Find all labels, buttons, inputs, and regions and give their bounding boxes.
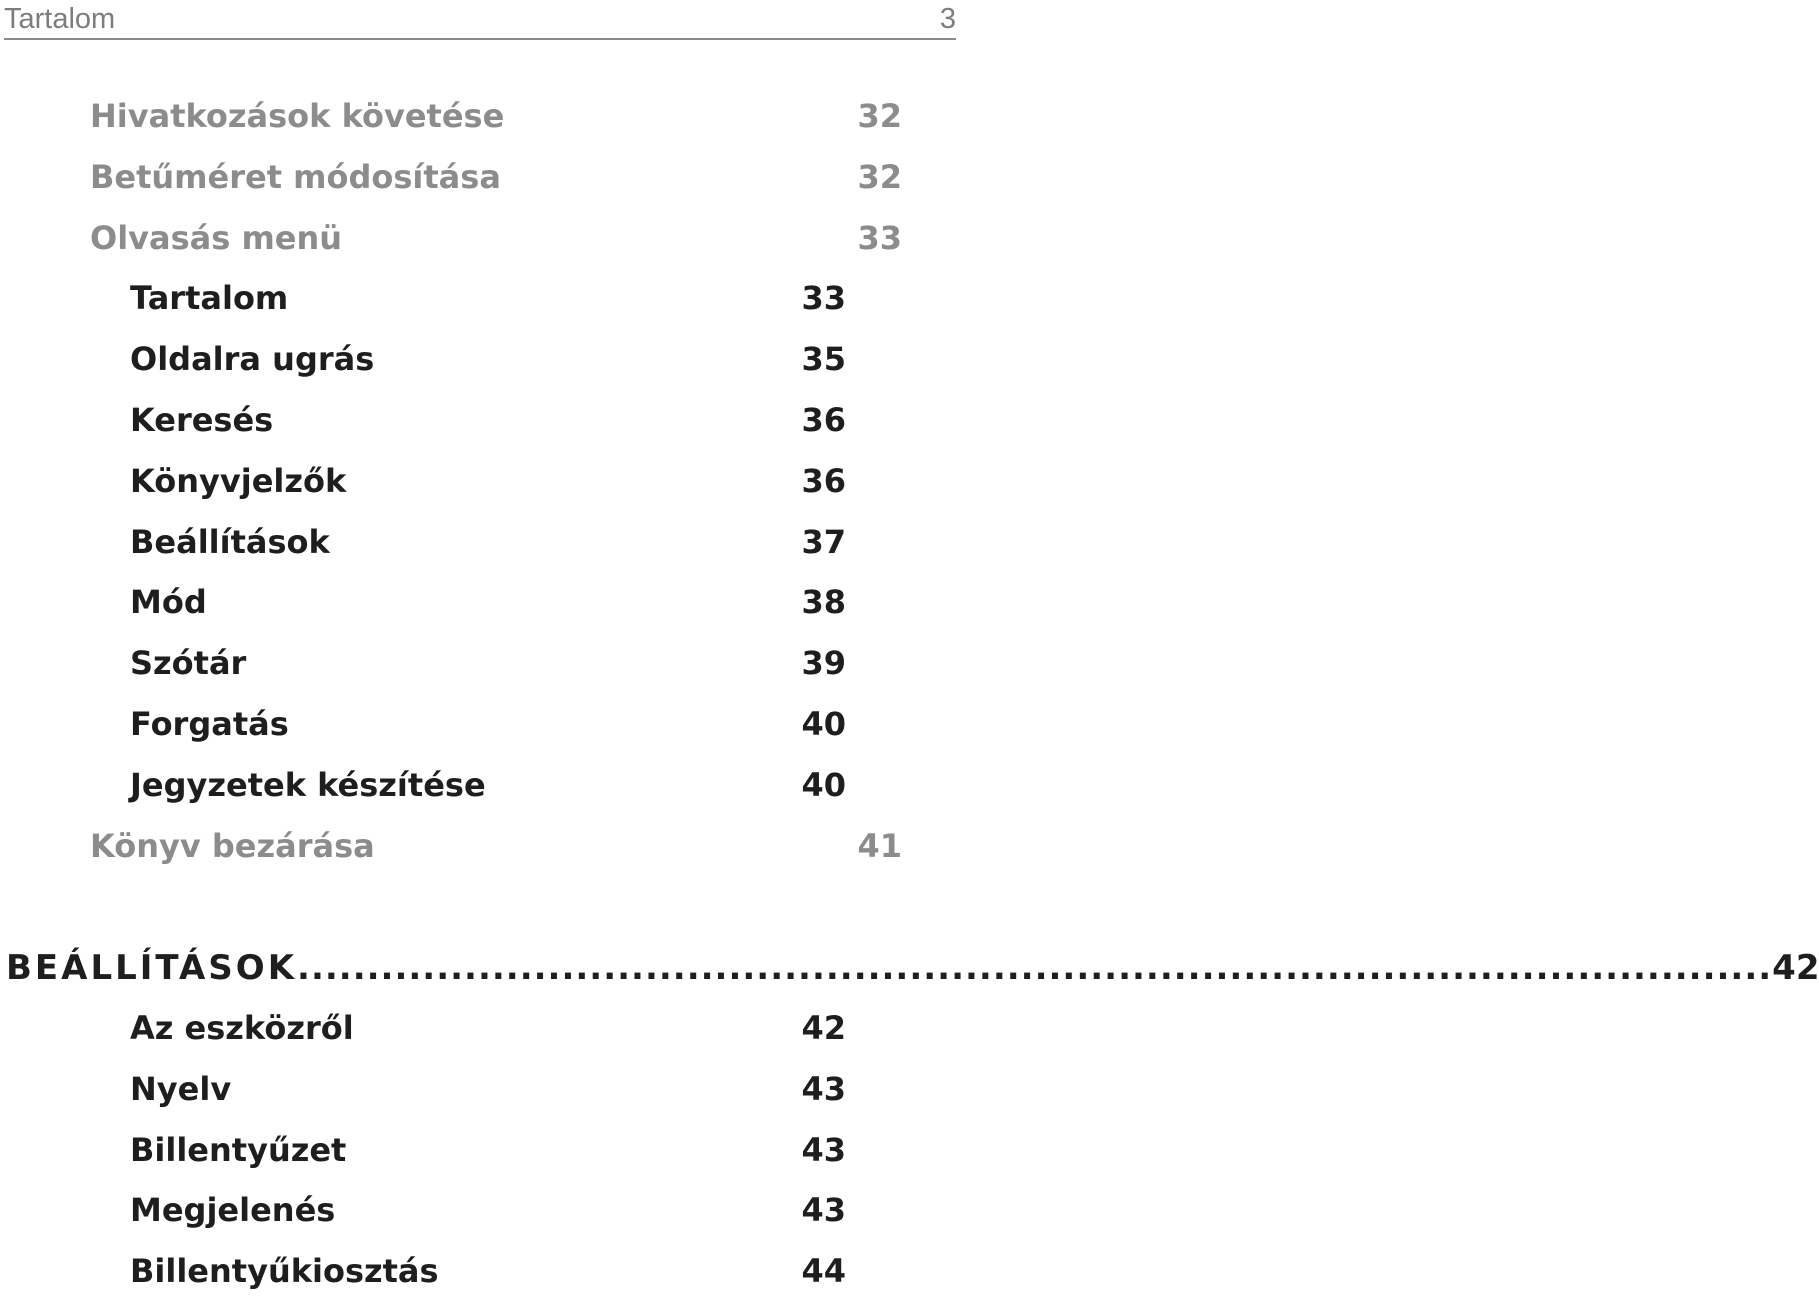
- toc-entry[interactable]: [130, 757, 846, 813]
- toc-entry-page-number: 38: [801, 583, 846, 622]
- toc-entry[interactable]: [130, 696, 846, 752]
- toc-entry-page-number: 40: [801, 705, 846, 743]
- dot-leader: ..........................................................................................................: [297, 948, 1773, 988]
- toc-entry-title: Billentyűzet: [130, 1130, 347, 1169]
- toc-entry-title: Billentyűkiosztás: [130, 1252, 439, 1291]
- toc-entry[interactable]: [130, 453, 846, 509]
- toc-entry-title: Tartalom: [130, 279, 289, 318]
- toc-entry-title: Hivatkozások követése: [90, 97, 505, 135]
- toc-entry[interactable]: [130, 635, 846, 691]
- toc-entry-page-number: 43: [801, 1069, 846, 1108]
- toc-entry-page-number: 41: [857, 826, 902, 865]
- toc-entry-page-number: 44: [801, 1252, 846, 1291]
- toc-entry-page-number: 43: [801, 1130, 846, 1169]
- toc-entry-title: Könyv bezárása: [90, 826, 375, 865]
- toc-entry-title: Könyvjelzők: [130, 461, 347, 500]
- toc-entry-page-number: 36: [801, 461, 846, 500]
- toc-entry-page-number: 35: [801, 340, 846, 379]
- toc-entry[interactable]: [130, 392, 846, 448]
- toc-entry-page-number: 33: [857, 218, 902, 257]
- toc-entry-title: Forgatás: [130, 705, 289, 743]
- page-header: [4, 0, 956, 40]
- toc-entry-page-number: 32: [857, 97, 902, 135]
- toc-entry[interactable]: [130, 331, 846, 387]
- toc-entry-page-number: 43: [801, 1191, 846, 1230]
- toc-entry[interactable]: [130, 1000, 846, 1056]
- toc-entry[interactable]: [130, 1122, 846, 1178]
- toc-entry-page-number: 37: [801, 522, 846, 561]
- toc-entry[interactable]: [90, 88, 902, 144]
- toc-entry[interactable]: [130, 1182, 846, 1238]
- toc-entry-title: Nyelv: [130, 1069, 232, 1108]
- toc-entry[interactable]: [90, 210, 902, 266]
- toc-entry-page-number: 32: [857, 157, 902, 196]
- toc-entry-title: Mód: [130, 583, 207, 622]
- toc-entry-title: Szótár: [130, 644, 247, 683]
- toc-entry-page-number: 40: [801, 765, 846, 804]
- toc-entry[interactable]: [130, 270, 846, 326]
- toc-entry[interactable]: [130, 1243, 846, 1299]
- header-title: Tartalom: [4, 3, 116, 35]
- header-page-number: 3: [939, 3, 956, 35]
- toc-entry[interactable]: [130, 574, 846, 630]
- toc-entry-title: Oldalra ugrás: [130, 340, 375, 379]
- toc-entry[interactable]: [130, 1061, 846, 1117]
- toc-entry[interactable]: [90, 818, 902, 874]
- toc-entry-title: Keresés: [130, 401, 274, 439]
- toc-entry-title: Megjelenés: [130, 1191, 336, 1230]
- toc-entry-page-number: 36: [801, 401, 846, 439]
- toc-entry-title: Jegyzetek készítése: [130, 765, 486, 804]
- toc-entry-title: Beállítások: [130, 522, 330, 561]
- toc-entry-title: Betűméret módosítása: [90, 157, 501, 196]
- toc-section-entry[interactable]: [6, 940, 1819, 996]
- toc-entry-page-number: 39: [801, 644, 846, 683]
- toc-entry[interactable]: [130, 514, 846, 570]
- toc-entry-page-number: 33: [801, 279, 846, 318]
- section-page-number: 42: [1772, 948, 1819, 988]
- section-title: BEÁLLÍTÁSOK: [6, 948, 298, 988]
- toc-entry-title: Olvasás menü: [90, 218, 343, 257]
- toc-entry-title: Az eszközről: [130, 1009, 354, 1047]
- toc-entry-page-number: 42: [801, 1009, 846, 1047]
- toc-entry[interactable]: [90, 149, 902, 205]
